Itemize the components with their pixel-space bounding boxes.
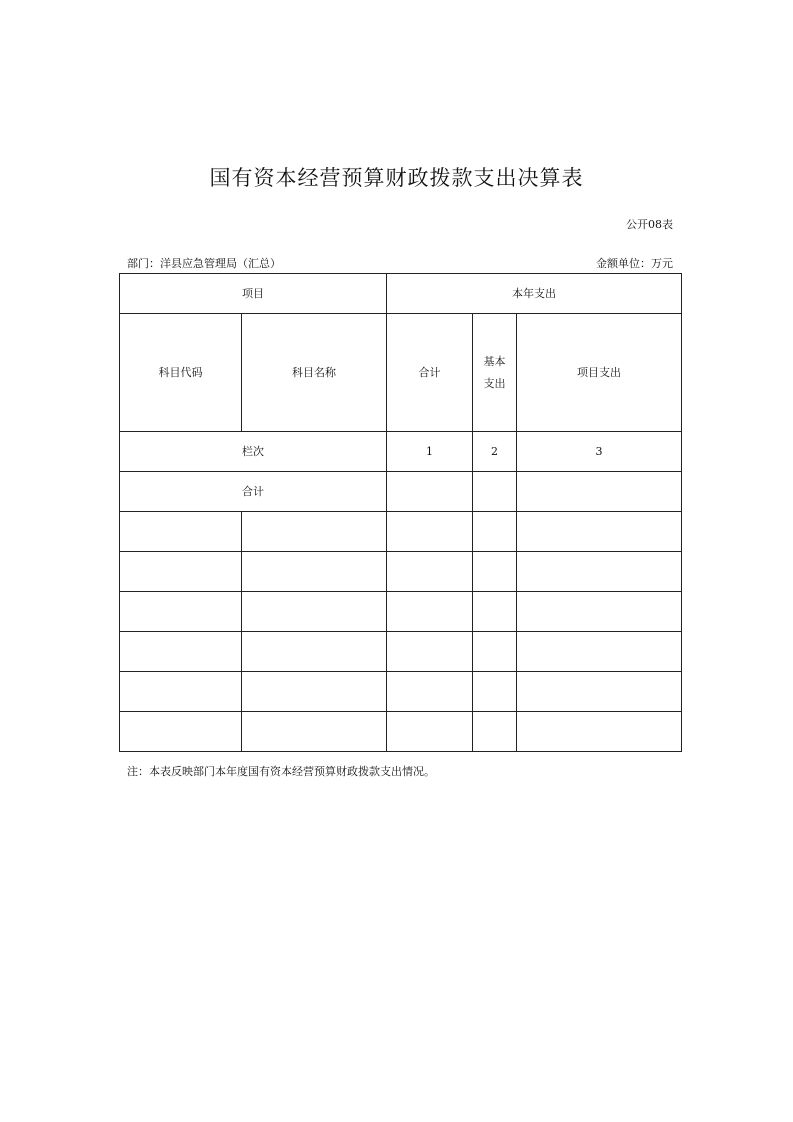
header-total: 合计 xyxy=(387,314,473,432)
total-cell xyxy=(387,512,473,552)
basic-expense-cell xyxy=(473,632,517,672)
total-cell xyxy=(387,672,473,712)
header-basic-expense-line1: 基本 xyxy=(483,354,506,368)
subject-code-cell xyxy=(120,712,242,752)
basic-expense-cell xyxy=(473,672,517,712)
total-row-total-cell xyxy=(387,472,473,512)
table-row xyxy=(120,592,682,632)
table-row xyxy=(120,552,682,592)
total-row xyxy=(120,472,682,512)
subject-name-cell xyxy=(242,672,387,712)
amount-unit-label: 金额单位：万元 xyxy=(596,257,673,270)
subject-code-cell xyxy=(120,632,242,672)
subject-name-cell xyxy=(242,512,387,552)
project-expense-cell xyxy=(517,552,682,592)
total-row-label: 合计 xyxy=(120,472,387,512)
table-row xyxy=(120,632,682,672)
expense-table xyxy=(119,273,682,752)
total-cell xyxy=(387,632,473,672)
form-code: 公开08表 xyxy=(626,218,673,231)
project-expense-cell xyxy=(517,712,682,752)
total-row-project-cell xyxy=(517,472,682,512)
total-cell xyxy=(387,592,473,632)
column-index-label: 栏次 xyxy=(120,432,387,472)
footnote: 注：本表反映部门本年度国有资本经营预算财政拨款支出情况。 xyxy=(127,765,435,778)
project-expense-cell xyxy=(517,632,682,672)
header-row-1 xyxy=(120,274,682,314)
header-project: 项目 xyxy=(120,274,387,314)
table-row xyxy=(120,672,682,712)
subject-code-cell xyxy=(120,512,242,552)
subject-code-cell xyxy=(120,592,242,632)
subject-name-cell xyxy=(242,632,387,672)
subject-name-cell xyxy=(242,592,387,632)
subject-name-cell xyxy=(242,552,387,592)
subject-code-cell xyxy=(120,672,242,712)
header-subject-name: 科目名称 xyxy=(242,314,387,432)
project-expense-cell xyxy=(517,672,682,712)
basic-expense-cell xyxy=(473,592,517,632)
column-index-row xyxy=(120,432,682,472)
header-basic-expense xyxy=(473,314,517,432)
column-index-2: 2 xyxy=(473,432,517,472)
column-index-3: 3 xyxy=(517,432,682,472)
basic-expense-cell xyxy=(473,552,517,592)
basic-expense-cell xyxy=(473,512,517,552)
project-expense-cell xyxy=(517,512,682,552)
header-row-2 xyxy=(120,314,682,432)
subject-code-cell xyxy=(120,552,242,592)
page-title: 国有资本经营预算财政拨款支出决算表 xyxy=(209,166,584,190)
column-index-1: 1 xyxy=(387,432,473,472)
header-project-expense: 项目支出 xyxy=(517,314,682,432)
header-subject-code: 科目代码 xyxy=(120,314,242,432)
table-row xyxy=(120,512,682,552)
project-expense-cell xyxy=(517,592,682,632)
subject-name-cell xyxy=(242,712,387,752)
total-cell xyxy=(387,552,473,592)
department-label: 部门：洋县应急管理局（汇总） xyxy=(127,257,281,270)
basic-expense-cell xyxy=(473,712,517,752)
total-row-basic-cell xyxy=(473,472,517,512)
table-row xyxy=(120,712,682,752)
header-basic-expense-line2: 支出 xyxy=(483,376,506,390)
header-current-year-expense: 本年支出 xyxy=(387,274,682,314)
total-cell xyxy=(387,712,473,752)
